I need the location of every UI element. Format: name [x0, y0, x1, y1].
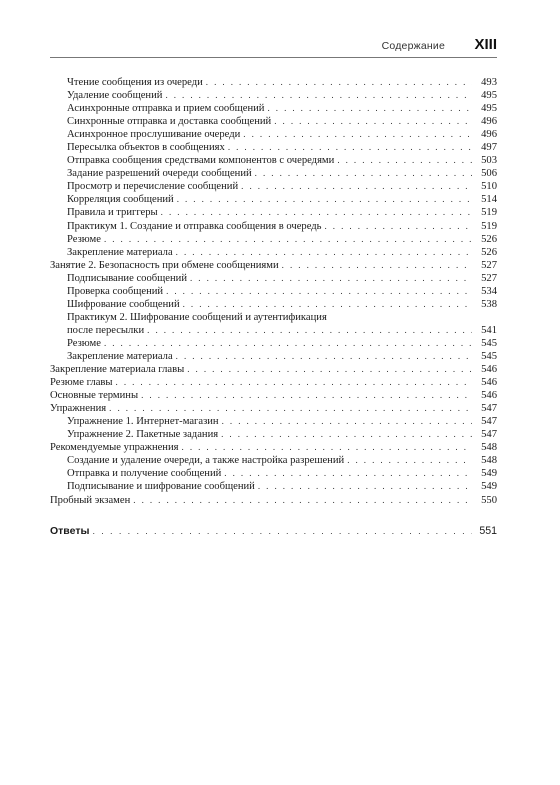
- toc-entry[interactable]: [50, 246, 497, 259]
- leader-dots: [241, 180, 472, 193]
- toc-entry[interactable]: [50, 220, 497, 233]
- page-number: XIII: [474, 36, 497, 53]
- toc-entry-page: 547: [481, 429, 497, 441]
- toc-entry-page: 506: [481, 168, 497, 180]
- toc-entry-page: 545: [481, 337, 497, 349]
- toc-entry-page: 534: [481, 285, 497, 297]
- toc-entry[interactable]: [50, 89, 497, 102]
- leader-dots: [282, 259, 472, 272]
- toc-entry-page: 495: [481, 90, 497, 102]
- leader-dots: [116, 376, 472, 389]
- toc-entry-title: Резюме: [67, 337, 101, 349]
- toc-entry-page: 497: [481, 142, 497, 154]
- leader-dots: [133, 494, 472, 507]
- leader-dots: [92, 525, 472, 538]
- toc-entry-title: Пробный экзамен: [50, 494, 131, 506]
- table-of-contents: [50, 76, 497, 507]
- toc-entry-title: Закрепление материала: [67, 246, 173, 258]
- leader-dots: [243, 128, 472, 141]
- toc-entry[interactable]: [50, 441, 497, 454]
- toc-entry-page: 546: [481, 390, 497, 402]
- toc-entry[interactable]: [50, 285, 497, 298]
- toc-entry-title: Основные термины: [50, 390, 139, 402]
- leader-dots: [274, 115, 472, 128]
- toc-entry-title: Упражнение 2. Пакетные задания: [67, 429, 219, 441]
- toc-entry[interactable]: [50, 363, 497, 376]
- running-header: [50, 36, 497, 58]
- toc-entry[interactable]: [50, 193, 497, 206]
- toc-entry[interactable]: [50, 350, 497, 363]
- section-title: Содержание: [381, 40, 445, 52]
- leader-dots: [176, 350, 472, 363]
- leader-dots: [228, 141, 472, 154]
- toc-entry-title: Рекомендуемые упражнения: [50, 442, 179, 454]
- toc-entry[interactable]: [50, 259, 497, 272]
- toc-entry[interactable]: [50, 389, 497, 402]
- toc-entry-page: 547: [481, 403, 497, 415]
- toc-entry-title: Резюме главы: [50, 377, 113, 389]
- leader-dots: [177, 193, 472, 206]
- toc-entry-page: 527: [481, 259, 497, 271]
- leader-dots: [206, 76, 472, 89]
- toc-entry-title: после пересылки: [67, 324, 145, 336]
- leader-dots: [104, 337, 472, 350]
- toc-entry-title: Синхронные отправка и доставка сообщений: [67, 116, 272, 128]
- toc-entry[interactable]: [50, 167, 497, 180]
- toc-entry-title: Проверка сообщений: [67, 285, 164, 297]
- toc-entry-page: 526: [481, 233, 497, 245]
- toc-entry-page: 547: [481, 416, 497, 428]
- toc-entry[interactable]: [50, 206, 497, 219]
- leader-dots: [109, 402, 472, 415]
- toc-entry[interactable]: [50, 102, 497, 115]
- toc-entry[interactable]: [50, 76, 497, 89]
- leader-dots: [161, 206, 472, 219]
- toc-entry-page: 549: [481, 468, 497, 480]
- toc-entry-page: 546: [481, 377, 497, 389]
- leader-dots: [141, 389, 472, 402]
- toc-entry-title: Закрепление материала: [67, 350, 173, 362]
- toc-entry[interactable]: [50, 128, 497, 141]
- leader-dots: [147, 324, 472, 337]
- toc-entry[interactable]: [50, 402, 497, 415]
- leader-dots: [224, 467, 472, 480]
- toc-entry-page: 510: [481, 181, 497, 193]
- toc-entry-page: 546: [481, 364, 497, 376]
- toc-entry[interactable]: [50, 494, 497, 507]
- toc-entry-page: 496: [481, 129, 497, 141]
- toc-entry[interactable]: [50, 272, 497, 285]
- toc-entry[interactable]: [50, 337, 497, 350]
- toc-entry[interactable]: [50, 141, 497, 154]
- toc-entry-title: Задание разрешений очереди сообщений: [67, 168, 252, 180]
- toc-entry-title: Закрепление материала главы: [50, 364, 185, 376]
- leader-dots: [165, 89, 472, 102]
- toc-entry-page: 549: [481, 481, 497, 493]
- toc-entry-title: Упражнения: [50, 403, 107, 415]
- toc-entry[interactable]: [50, 467, 497, 480]
- toc-entry-page: 538: [481, 298, 497, 310]
- toc-entry-page: 541: [481, 324, 497, 336]
- leader-dots: [190, 272, 472, 285]
- leader-dots: [255, 167, 472, 180]
- leader-dots: [104, 233, 472, 246]
- toc-entry-title: Подписывание сообщений: [67, 272, 187, 284]
- toc-entry-page: 545: [481, 350, 497, 362]
- toc-entry-page: 527: [481, 272, 497, 284]
- toc-entry-title: Подписывание и шифрование сообщений: [67, 481, 255, 493]
- toc-entry[interactable]: [50, 154, 497, 167]
- toc-entry-title: Асинхронное прослушивание очереди: [67, 129, 241, 141]
- toc-entry-title: Практикум 2. Шифрование сообщений и аутентификация: [67, 311, 327, 323]
- leader-dots: [166, 285, 472, 298]
- toc-entry-title: Шифрование сообщений: [67, 298, 180, 310]
- toc-entry-page: 503: [481, 155, 497, 167]
- toc-entry-page: 526: [481, 246, 497, 258]
- leader-dots: [267, 102, 472, 115]
- toc-entry-title: Пересылка объектов в сообщениях: [67, 142, 225, 154]
- leader-dots: [222, 415, 472, 428]
- answers-entry[interactable]: [50, 525, 497, 538]
- toc-entry[interactable]: [50, 480, 497, 493]
- toc-entry-page: 514: [481, 194, 497, 206]
- leader-dots: [183, 298, 472, 311]
- toc-entry-title: Корреляция сообщений: [67, 194, 174, 206]
- toc-entry-page: 551: [479, 525, 497, 537]
- toc-entry-title: Правила и триггеры: [67, 207, 158, 219]
- toc-entry[interactable]: [50, 233, 497, 246]
- toc-entry[interactable]: [50, 115, 497, 128]
- toc-entry-page: 519: [481, 207, 497, 219]
- toc-entry-title: Просмотр и перечисление сообщений: [67, 181, 239, 193]
- toc-entry[interactable]: [50, 376, 497, 389]
- toc-entry-title: Ответы: [50, 525, 90, 537]
- leader-dots: [258, 480, 472, 493]
- toc-entry[interactable]: [50, 324, 497, 337]
- leader-dots: [347, 454, 472, 467]
- toc-entry-title: Удаление сообщений: [67, 90, 163, 102]
- toc-entry-title: Занятие 2. Безопасность при обмене сообщениями: [50, 259, 279, 271]
- toc-entry[interactable]: [50, 180, 497, 193]
- toc-entry[interactable]: [50, 428, 497, 441]
- toc-entry-page: 548: [481, 442, 497, 454]
- toc-entry[interactable]: [50, 298, 497, 311]
- toc-entry[interactable]: [50, 311, 497, 324]
- toc-entry-page: 496: [481, 116, 497, 128]
- toc-entry-title: Резюме: [67, 233, 101, 245]
- toc-entry-title: Создание и удаление очереди, а также настройка разрешений: [67, 455, 345, 467]
- toc-entry-title: Отправка и получение сообщений: [67, 468, 222, 480]
- leader-dots: [337, 154, 472, 167]
- toc-entry[interactable]: [50, 415, 497, 428]
- toc-entry-page: 548: [481, 455, 497, 467]
- leader-dots: [182, 441, 472, 454]
- toc-entry-title: Отправка сообщения средствами компонентов с очередями: [67, 155, 335, 167]
- toc-entry-title: Чтение сообщения из очереди: [67, 77, 203, 88]
- toc-entry-page: 519: [481, 220, 497, 232]
- leader-dots: [325, 220, 473, 233]
- leader-dots: [221, 428, 472, 441]
- toc-entry-page: 493: [481, 77, 497, 88]
- leader-dots: [176, 246, 472, 259]
- toc-entry-title: Практикум 1. Создание и отправка сообщения в очередь: [67, 220, 322, 232]
- toc-entry[interactable]: [50, 454, 497, 467]
- toc-entry-title: Асинхронные отправка и прием сообщений: [67, 103, 265, 115]
- leader-dots: [187, 363, 472, 376]
- toc-entry-page: 550: [481, 494, 497, 506]
- header-rule: [50, 57, 497, 58]
- toc-entry-title: Упражнение 1. Интернет-магазин: [67, 416, 219, 428]
- toc-entry-page: 495: [481, 103, 497, 115]
